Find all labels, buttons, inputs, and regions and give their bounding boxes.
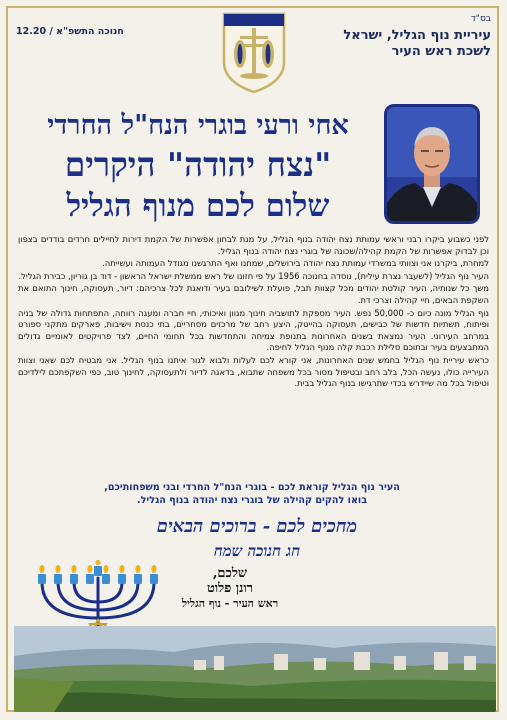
invitation-line1: העיר נוף הגליל קוראת לכם - בוגרי הנח"ל החרדי ובני משפחותיכם, (104, 482, 400, 493)
headline (23, 108, 373, 226)
body-paragraph-6: כראש עיריית נוף הגליל בחמש שנים האחרונות, אני קורא לכם לעלות ולבוא לגור איתנו בנוף הגליל. אני מבטיח לכם שאני וצוות העירייה כולו, נעשה הכל, בלב רחב ובטיפול מסור בכל משפחה שתבוא, בדאגה לדיור ולתעסוקה, לחינוך טוב, כפי השקפתכם לילדיכם וטיפול בכל מה שיידרש בכדי שתרגישו בנוף הגליל בבית. (18, 354, 489, 389)
portrait-illustration (387, 107, 477, 221)
signature-title: ראש העיר - נוף הגליל (181, 597, 279, 610)
city-landscape-photo (14, 626, 496, 712)
portrait-photo (384, 104, 480, 224)
body-paragraph-1: לפני כשבוע ביקרו רבני וראשי עמותת נצח יהודה בנוף הגליל, על מנת לבחון אפשרות של הקמת דירות לחיילים חרדים בודדים בצפון וכן לבדוק אפשרות של הקמת קהילה/שכונה של בוגרי נצח יהודה בנוף הגליל. (18, 234, 489, 256)
date-line: חנוכה התשפ"א / 12.20 (16, 26, 124, 37)
signature-name: רונן פלוט (206, 581, 254, 596)
body-paragraph-2: למחרת, ביקרנו אני וצוותי במשרדי עמותת נצח יהודה בירושלים, שמחנו ואף התרגשנו מגודל העמותה ועשייתה. (102, 258, 489, 269)
headline-line3: שלום לכם מנוף הגליל (66, 188, 330, 224)
letter-body (18, 234, 489, 391)
signature-block (165, 566, 295, 611)
municipality-name (343, 28, 491, 60)
landscape-illustration (14, 626, 496, 712)
body-paragraph-5: נוף הגליל מונה כיום כ- 50,000 נפש. העיר מספקת לתושביה חינוך מגוון ואיכותי, חיי חברה ומעגה רווחה, התפתחות גדולה של בניה ופיתוח, תשתיות חדשות של כבישים, תעסוקה בהייטק, היצע רחב של מרכזים מסחריים, בתי כנסת וישיבות, פארקים מתקני ספורט במרחב העירוני. העיר נמצאת בשנים האחרונות בתנופת צמיחה והתחדשות בכל תחומי החיים, לצד פרויקטים לאומיים גדולים המתבצעים בעיר ובתוכם סלילת רכבת קלה מנוף הגליל לחיפה. (18, 307, 489, 353)
municipality-line1: עיריית נוף הגליל, ישראל (343, 28, 491, 43)
body-paragraph-3: העיר נוף הגליל (לשעבר נצרת עילית), נוסדה בחנוכה 1956 על פי חזונו של ראש ממשלת ישראל הראשון - דוד בן גוריון, כבירת הגליל. (18, 270, 489, 281)
bsd-mark: בס"ד (470, 14, 491, 24)
welcome-message (77, 514, 437, 562)
letterhead (14, 14, 493, 104)
welcome-line2: חג חנוכה שמח (213, 542, 301, 560)
invitation-line2: בואו להקים קהילה של בוגרי נצח יהודה בנוף הגליל. (136, 495, 368, 506)
municipality-line2: לשכת ראש העיר (391, 44, 491, 59)
welcome-line1: מחכים לכם - ברוכים הבאים (156, 516, 358, 537)
city-emblem-icon (220, 10, 288, 94)
body-paragraph-4: משך כל שנותיה, העיר קולטת יהודים מכל קצוות תבל, פועלת לשילובם בעיר ודואגת לכל צרכיהם: דיור, תעסוקה, חינוך התואם את השקפת הבאים, חיי קהילה וצרכי דת. (18, 283, 489, 305)
signature-greeting: שלכם, (212, 566, 248, 581)
headline-line1: אחי ורעי בוגרי הנח"ל החרדי (47, 110, 349, 141)
headline-line2: "נצח יהודה" היקרים (64, 145, 332, 184)
invitation (37, 481, 467, 507)
